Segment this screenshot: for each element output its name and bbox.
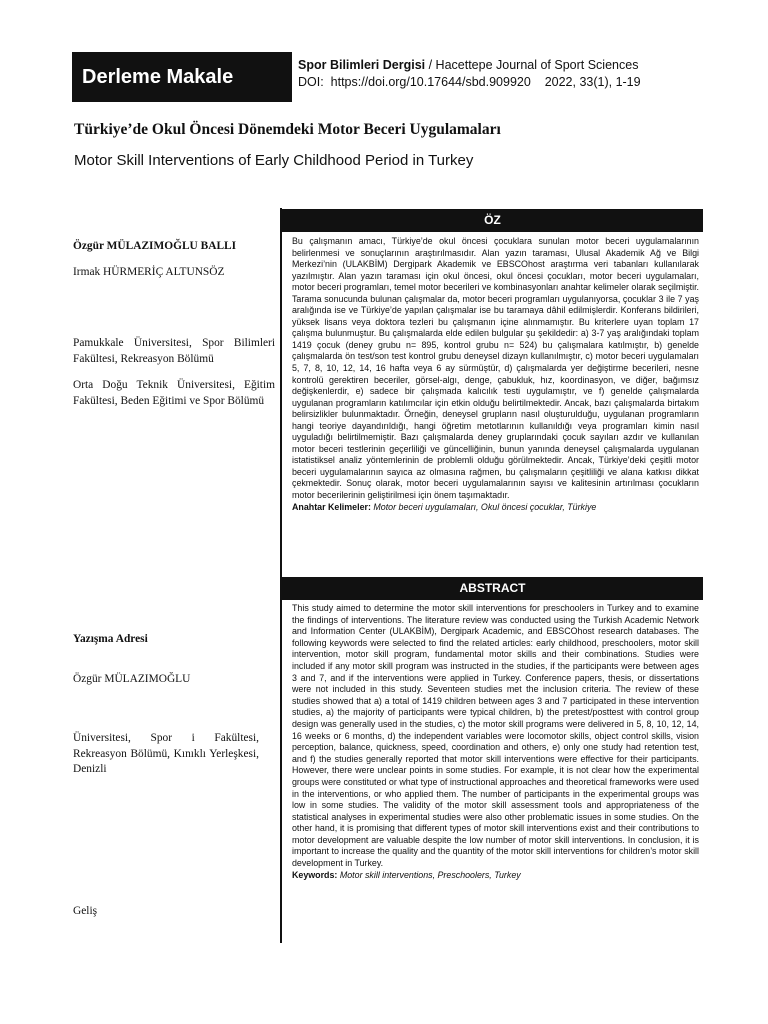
doi-line: DOI: https://doi.org/10.17644/sbd.909920 2022, 33(1), 1-19 — [298, 75, 641, 89]
abstract-section — [292, 603, 699, 881]
abstract-keywords-label: Keywords: — [292, 869, 338, 880]
article-title-tr: Türkiye’de Okul Öncesi Dönemdeki Motor Beceri Uygulamaları — [74, 121, 501, 138]
article-type-label: Derleme Makale — [82, 65, 234, 88]
affiliation-1: Pamukkale Üniversitesi, Spor Bilimleri Fakültesi, Rekreasyon Bölümü — [73, 337, 275, 365]
oz-section — [292, 236, 699, 513]
journal-info — [298, 57, 641, 91]
journal-separator: / — [425, 58, 436, 72]
correspondence-heading: Yazışma Adresi — [73, 633, 148, 645]
journal-name: Spor Bilimleri Dergisi — [298, 58, 426, 72]
correspondence-address: Üniversitesi, Spor i Fakültesi, Rekreasyon Bölümü, Kınıklı Yerleşkesi, Denizli — [73, 732, 259, 775]
oz-keywords-value: Motor beceri uygulamaları, Okul öncesi çocuklar, Türkiye — [373, 501, 597, 512]
oz-keywords-label: Anahtar Kelimeler: — [292, 501, 371, 512]
received-label: Geliş — [73, 905, 98, 917]
oz-heading: ÖZ — [484, 213, 501, 227]
journal-title-line — [298, 57, 641, 74]
correspondence-name: Özgür MÜLAZIMOĞLU — [73, 673, 191, 685]
abstract-keywords-value: Motor skill interventions, Preschoolers, Turkey — [339, 869, 521, 880]
article-title-en: Motor Skill Interventions of Early Childhood Period in Turkey — [74, 152, 474, 169]
journal-name-en: Hacettepe Journal of Sport Sciences — [435, 58, 639, 72]
oz-text: Bu çalışmanın amacı, Türkiye’de okul öncesi çocuklara sunulan motor beceri uygulamalarının belirlenmesi ve sonuçlarının araştırılmasıdır. Alan yazın taraması, Ulusal Akademik Ağ ve Bilgi Merkezi’nin (ULAKBİM) Dergipark Akademik ve EBSCOhost araştırma veri tabanları kullanılarak yazılmıştır. Alan yazın taraması için okul öncesi, okul öncesi çocukları, motor beceri uygulamaları, motor beceri programları, temel motor becerileri ve kombinasyonları anahtar kelimeler olarak seçilmiştir. Tarama sonucunda bulunan çalışmalar da, motor beceri programları uygulanıyorsa, çocuklar 3 ile 7 yaş aralığında ise ve Türkiye’de yapılan çalışmalar ise bu taramaya dâhil edilmişlerdir. Konferans bildirileri, yüksek lisans veya doktora tezleri bu çalışmanın içine alınmamıştır. Bu kriterlere uyan toplam 17 çalışma bulunmuştur. Bu çalışmalarda elde edilen bulgular şu şekildedir: a) 3-7 yaş aralığındaki toplam 1419 çocuk (deney grubu n= 895, kontrol grubu n= 524) bu çalışmalara katılmıştır, b) genelde çalışmalarda ön test/son test kontrol grubu deneysel dizayn kullanılmıştır, c) motor beceri uygulamaları 5, 7, 8, 10, 12, 14, 16 hafta veya 6 ay sürmüştür, d) çalışmalarda yer değiştirme becerileri, nesne kontrolü gerektiren beceriler, görsel-algı, denge, çabukluk, hız, koordinasyon, ve diğer, bağımsız değişkenlerdir, e) sadece bir çalışmada kalıcılık testi uygulamıştır, ve f) genelde çalışmalarda uygulanan programların katılımcılar için etkin olduğu belirtilmektedir. Ancak, bazı çalışmalarda birtakım belirsizlikler bulunmaktadır. Örneğin, deneysel grupların nasıl oluşturulduğu, uygulanan programların hangi teoriye dayandırıldığı, hangi öğretim metotlarının kullanıldığı veya programları kimin nasıl uyguladığı belirtilmemiştir. Bazı çalışmalarda deney gruplarındaki çocuk sayıları azdır ve kullanılan motor beceri testlerinin geçerliliği ve güncelliğinin, bunun yanında deneysel çalışmalarda uygulanan istatistiksel analiz yöntemlerinin de problemli olduğu görülmektedir. Ancak, Türkiye’deki çeşitli motor beceri uygulamalarının sayıca az olmasına rağmen, bu çalışmaların çeşitliliği ve alana katkısı dikkat çekmektedir. Sonuç olarak, motor beceri uygulamalarının sayısı ve kalitesinin artırılması çocukların motor becerilerinin geliştirilmesi için önem taşımaktadır. — [292, 236, 699, 501]
abstract-heading: ABSTRACT — [459, 581, 526, 595]
abstract-heading-bar — [282, 577, 703, 599]
abstract-text: This study aimed to determine the motor skill interventions for preschoolers in Turkey and to examine the findings of interventions. The literature review was conducted using the Turkish Academic Network and Information Center (ULAKBİM), Dergipark Academic, and EBSCOhost research databases. The following keywords were selected to find the related articles: early childhood, preschoolers, motor skill intervention, motor skill program, fundamental motor skills and their combinations. Studies were included if any motor skill program was instructed in the studies, if the participants were between ages 3 and 7, and if the interventions were applied in Turkey. Conference papers, thesis, or dissertations were not included in this study. Seventeen studies met the inclusion criteria. The review of these studies showed that a) a total of 1419 children between ages 3 and 7 participated in these intervention studies, a) the majority of participants were typical children, b) the pretest/posttest with control group design was generally used in the studies, c) the motor skill programs were delivered in 5, 8, 10, 12, 14, 16 weeks or 6 months, d) the independent variables were locomotor skills, object control skills, vision perception, balance, quickness, speed, coordination and others, e) only one study had retention test, and f) the studies generally reported that motor skill interventions were effective for their participants. However, there were unclear points in some studies. For example, it is not clear how the experimental groups were constituted or what type of instructional approaches and theoretical frameworks were used in the interventions, or who applied them. The number of participants in the experimental groups was low in some studies. The validity of the motor skill assessment tools and appropriateness of the statistical analyses in experimental studies were also other problematic issues in some studies. On the other hand, it is promising that different types of motor skill interventions exist and their contributions to motor development are valuable despite the low number of motor skill interventions. In conclusion, it is important to increase the quality and the quantity of the motor skill interventions for children’s motor skill development in Turkey. — [292, 603, 699, 869]
author-2: Irmak HÜRMERİÇ ALTUNSÖZ — [73, 266, 225, 278]
abstract-keywords — [292, 870, 699, 882]
article-type-banner — [72, 52, 292, 102]
oz-heading-bar — [282, 209, 703, 231]
author-1: Özgür MÜLAZIMOĞLU BALLI — [73, 240, 237, 252]
oz-keywords — [292, 502, 699, 514]
affiliation-2: Orta Doğu Teknik Üniversitesi, Eğitim Fakültesi, Beden Eğitimi ve Spor Bölümü — [73, 379, 275, 407]
abstract-top-rule — [282, 599, 703, 600]
column-divider — [280, 208, 282, 943]
oz-top-rule — [282, 231, 703, 232]
